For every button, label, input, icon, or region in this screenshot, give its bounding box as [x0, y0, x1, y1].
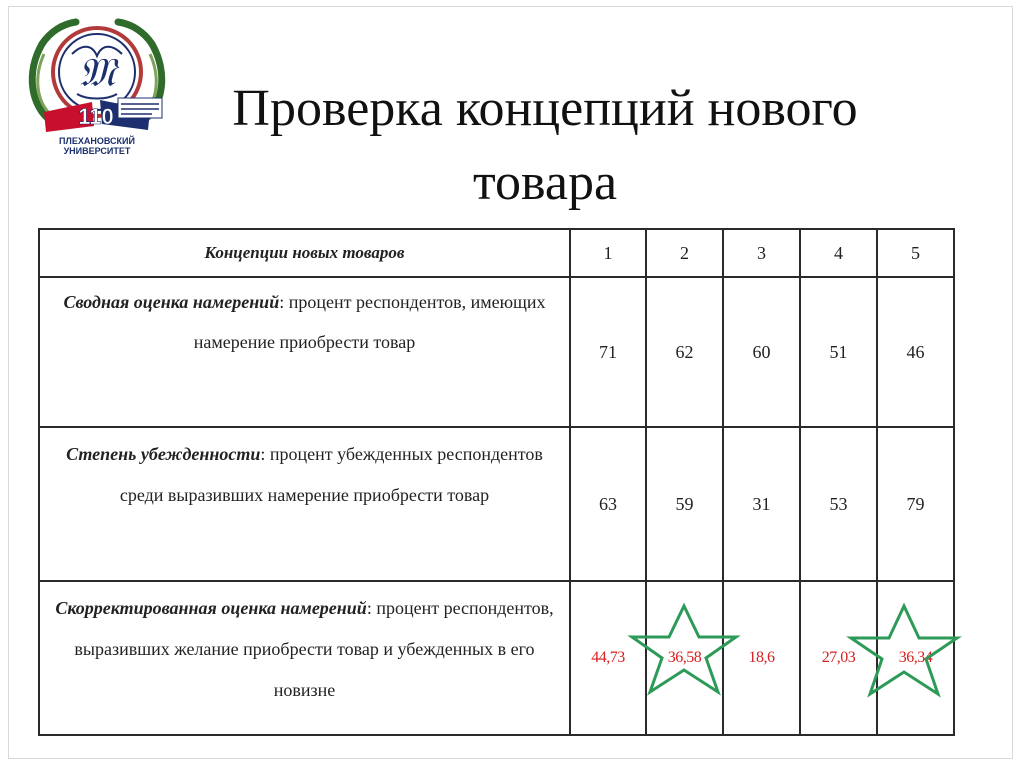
row-term: Степень убежденности	[66, 444, 261, 464]
header-concept-3: 3	[723, 229, 800, 277]
table-cell: 53	[800, 427, 877, 581]
table-cell: 36,58	[646, 581, 723, 735]
university-emblem-icon	[22, 14, 172, 138]
row-term: Сводная оценка намерений	[63, 292, 280, 312]
row-description	[39, 427, 570, 581]
table-cell: 46	[877, 277, 954, 427]
row-description	[39, 581, 570, 735]
table-cell: 31	[723, 427, 800, 581]
table-row	[39, 427, 954, 581]
university-logo	[22, 14, 172, 162]
row-text: : процент респондентов, выразивших желание приобрести товар и убежденных в его новизне	[74, 598, 554, 700]
table-header-row	[39, 229, 954, 277]
logo-caption: ПЛЕХАНОВСКИЙ УНИВЕРСИТЕТ	[59, 136, 135, 156]
header-concept-4: 4	[800, 229, 877, 277]
row-term: Скорректированная оценка намерений	[55, 598, 367, 618]
table-cell: 36,34	[877, 581, 954, 735]
table-cell: 18,6	[723, 581, 800, 735]
svg-text:𝔐: 𝔐	[78, 50, 116, 95]
concepts-table	[38, 228, 955, 736]
table-cell: 59	[646, 427, 723, 581]
page-title: Проверка концепций нового товара	[232, 80, 858, 211]
table-cell: 44,73	[570, 581, 646, 735]
table-cell: 63	[570, 427, 646, 581]
table-row	[39, 277, 954, 427]
header-concept-2: 2	[646, 229, 723, 277]
table-cell: 60	[723, 277, 800, 427]
row-text: : процент убежденных респондентов среди выразивших намерение приобрести товар	[119, 444, 543, 505]
table-cell: 71	[570, 277, 646, 427]
header-concept-5: 5	[877, 229, 954, 277]
header-concept-1: 1	[570, 229, 646, 277]
table-cell: 27,03	[800, 581, 877, 735]
table-cell: 62	[646, 277, 723, 427]
table-cell: 79	[877, 427, 954, 581]
row-description	[39, 277, 570, 427]
row-text: : процент респондентов, имеющих намерение приобрести товар	[193, 292, 546, 352]
header-label: Концепции новых товаров	[39, 229, 570, 277]
table-cell: 51	[800, 277, 877, 427]
table-row	[39, 581, 954, 735]
anniversary-number: 110	[78, 104, 114, 129]
